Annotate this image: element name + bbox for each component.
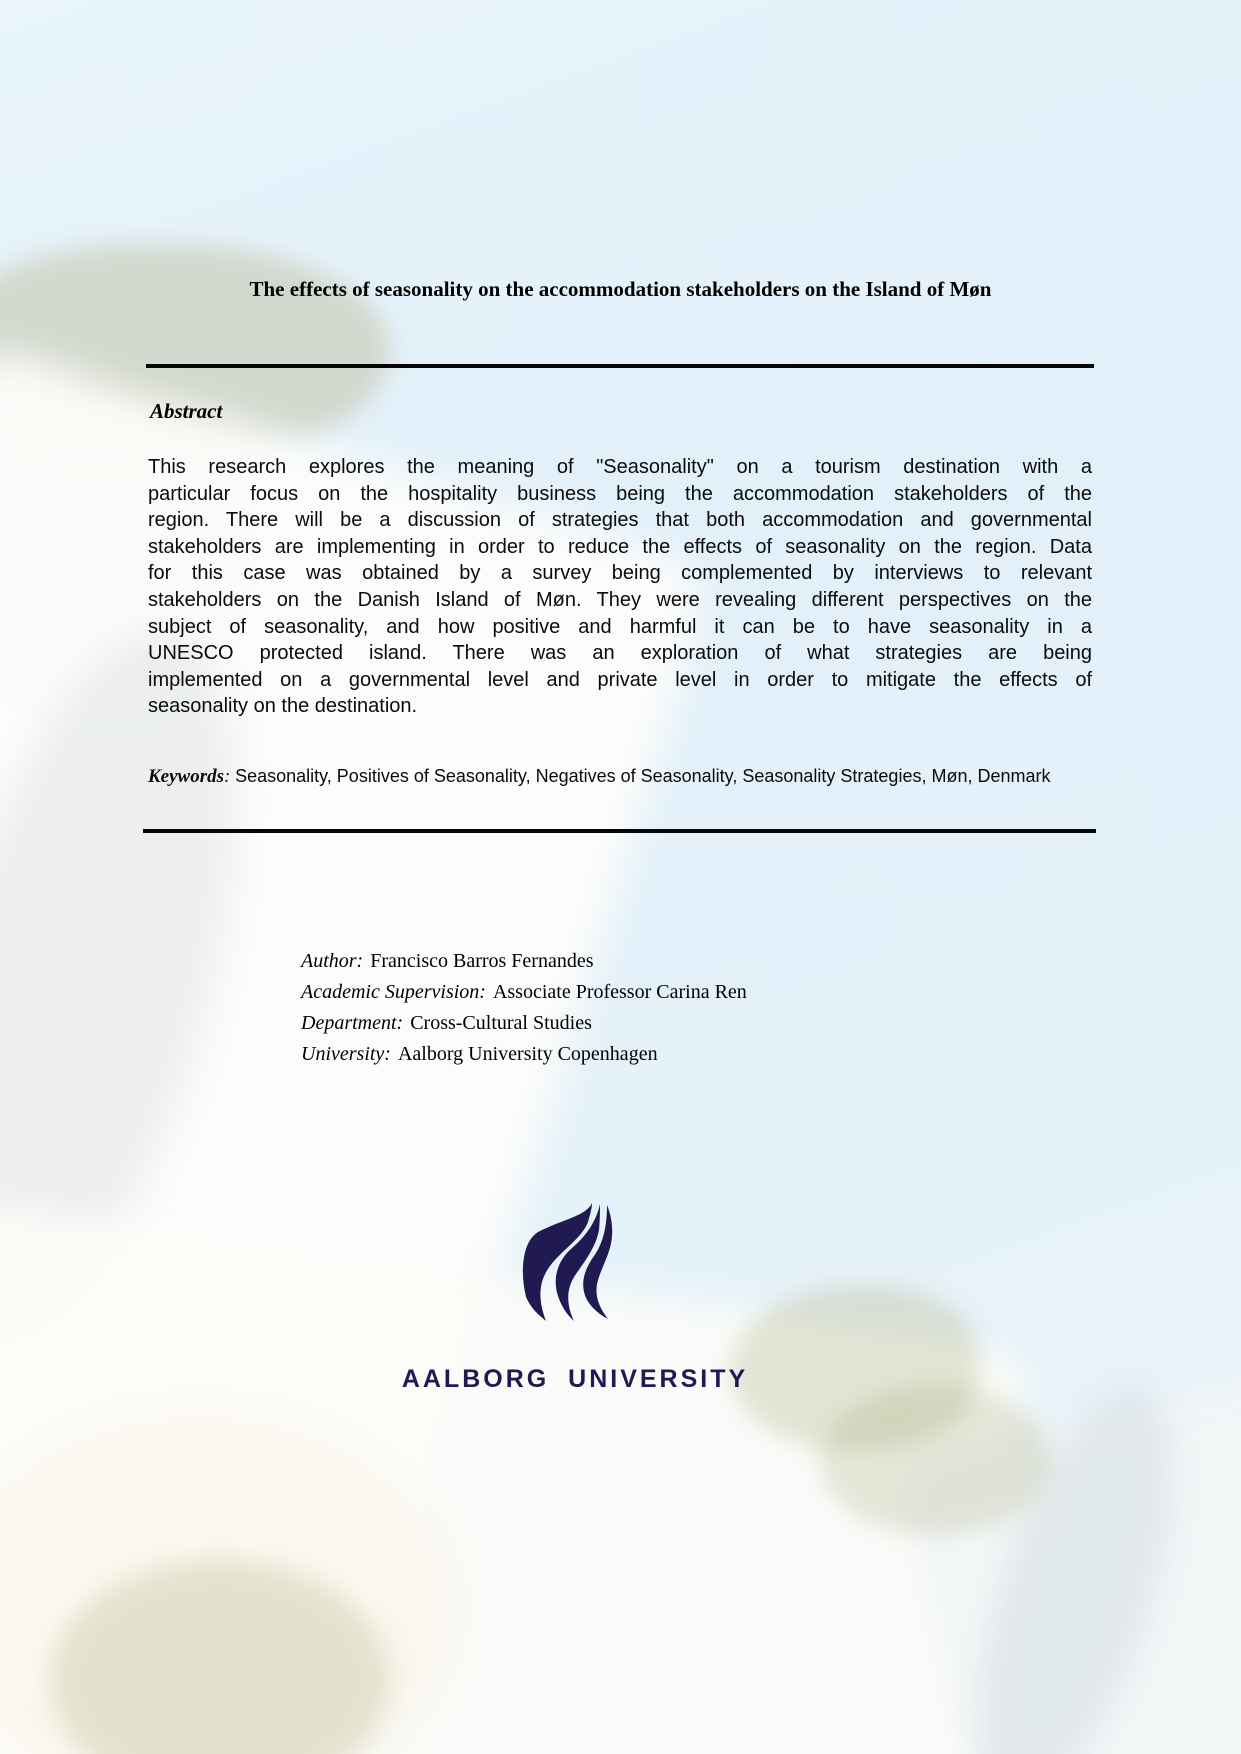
- abstract-line: UNESCO protected island. There was an exploration of what strategies are being: [148, 642, 1092, 665]
- abstract-heading: Abstract: [150, 399, 223, 423]
- divider-bottom: [143, 829, 1096, 833]
- divider-top: [146, 364, 1094, 368]
- credit-value: Cross-Cultural Studies: [410, 1012, 592, 1034]
- keywords-separator: :: [224, 766, 236, 787]
- credits-block: [301, 946, 747, 1070]
- abstract-line: This research explores the meaning of "Seasonality" on a tourism destination with a: [148, 456, 1092, 478]
- credit-label: University:: [301, 1043, 391, 1065]
- credit-row: [301, 1008, 747, 1039]
- abstract-line: stakeholders on the Danish Island of Møn. They were revealing different perspectives on the: [148, 588, 1092, 611]
- abstract-line: stakeholders are implementing in order to reduce the effects of seasonality on the region. Data: [148, 535, 1092, 558]
- credit-row: [301, 946, 747, 977]
- aalborg-university-wordmark: AALBORG UNIVERSITY: [401, 1365, 749, 1393]
- keywords-label: Keywords: [148, 766, 224, 787]
- abstract-line: implemented on a governmental level and private level in order to mitigate the effects of: [148, 668, 1092, 691]
- credit-value: Associate Professor Carina Ren: [492, 981, 747, 1003]
- credit-row: [301, 977, 747, 1008]
- keywords-text: Seasonality, Positives of Seasonality, Negatives of Seasonality, Seasonality Strategies, Møn, Denmark: [235, 766, 1051, 786]
- credit-value: Aalborg University Copenhagen: [397, 1043, 658, 1065]
- aalborg-university-mark-icon: [508, 1202, 632, 1332]
- abstract-line: region. There will be a discussion of strategies that both accommodation and governmental: [148, 509, 1092, 532]
- abstract-line: subject of seasonality, and how positive and harmful it can be to have seasonality in a: [148, 615, 1092, 638]
- abstract-paragraph: [148, 454, 1092, 720]
- keywords-line: [148, 766, 1128, 788]
- credit-label: Department:: [301, 1012, 404, 1034]
- abstract-line: for this case was obtained by a survey being complemented by interviews to relevant: [148, 562, 1092, 585]
- credit-label: Author:: [301, 950, 364, 972]
- document-title: The effects of seasonality on the accommodation stakeholders on the Island of Møn: [249, 277, 992, 301]
- credit-value: Francisco Barros Fernandes: [370, 950, 594, 972]
- credit-label: Academic Supervision:: [301, 981, 486, 1003]
- credit-row: [301, 1039, 747, 1070]
- abstract-line: particular focus on the hospitality business being the accommodation stakeholders of the: [148, 482, 1092, 505]
- abstract-line: seasonality on the destination.: [148, 695, 418, 718]
